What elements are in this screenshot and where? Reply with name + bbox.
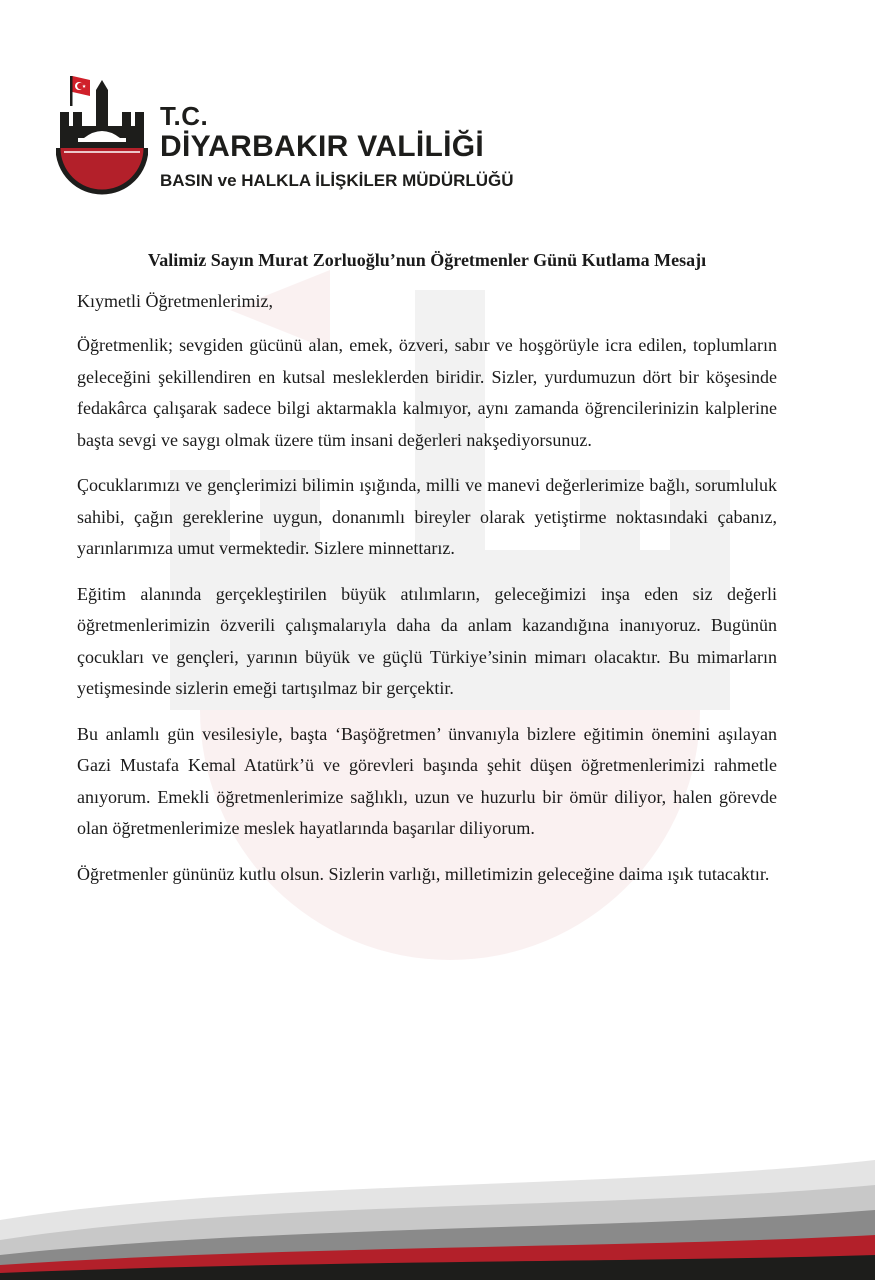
diyarbakir-governorship-logo-icon [56,72,148,197]
letter-title: Valimiz Sayın Murat Zorluoğlu’nun Öğretmenler Günü Kutlama Mesajı [147,250,707,270]
letter-greeting: Kıymetli Öğretmenlerimiz, [77,291,273,311]
governorship-name: DİYARBAKIR VALİLİĞİ [160,130,485,163]
footer-wave-decoration-icon [0,1140,875,1280]
department-name: BASIN ve HALKLA İLİŞKİLER MÜDÜRLÜĞÜ [160,171,514,190]
letter-paragraph: Bu anlamlı gün vesilesiyle, başta ‘Başöğretmen’ ünvanıyla bizlere eğitimin önemini aşılayan Gazi Mustafa Kemal Atatürk’ü ve görevleri başında şehit düşen öğretmenlerimizi rahmetle anıyorum. Emekli öğretmenlerimize sağlıklı, uzun ve huzurlu bir ömür diliyor, halen görevde olan öğretmenlerimize meslek hayatlarında başarılar diliyorum. [77,723,777,838]
letterhead [56,72,656,202]
tc-label: T.C. [160,101,209,131]
letter-body [77,248,777,904]
letter-paragraph: Eğitim alanında gerçekleştirilen büyük atılımların, geleceğimizi inşa eden siz değerli öğretmenlerimizin özverili çalışmalarıyla daha da anlam kazandığına inanıyoruz. Bugünün çocukları ve gençleri, yarının büyük ve güçlü Türkiye’sinin mimarı olacaktır. Bu mimarların yetişmesinde sizlerin emeği tartışılmaz bir gerçektir. [77,583,777,698]
letter-paragraph: Öğretmenlik; sevgiden gücünü alan, emek, özveri, sabır ve hoşgörüyle icra edilen, toplumların geleceğini şekillendiren en kutsal mesleklerden biridir. Sizler, yurdumuzun dört bir köşesinde fedakârca çalışarak sadece bilgi aktarmakla kalmıyor, aynı zamanda öğrencilerinizin kalplerine başta sevgi ve saygı olmak üzere tüm insani değerleri nakşediyorsunuz. [77,335,777,450]
letter-paragraph: Öğretmenler gününüz kutlu olsun. Sizlerin varlığı, milletimizin geleceğine daima ışık tutacaktır. [77,863,770,884]
organization-name-block [160,102,514,194]
letter-paragraph: Çocuklarımızı ve gençlerimizi bilimin ışığında, milli ve manevi değerlerimize bağlı, sorumluluk sahibi, çağın gereklerine uygun, donanımlı bireyler olarak yetiştirme noktasındaki çabanız, yarınlarımıza umut vermektedir. Sizlere minnettarız. [77,475,777,558]
